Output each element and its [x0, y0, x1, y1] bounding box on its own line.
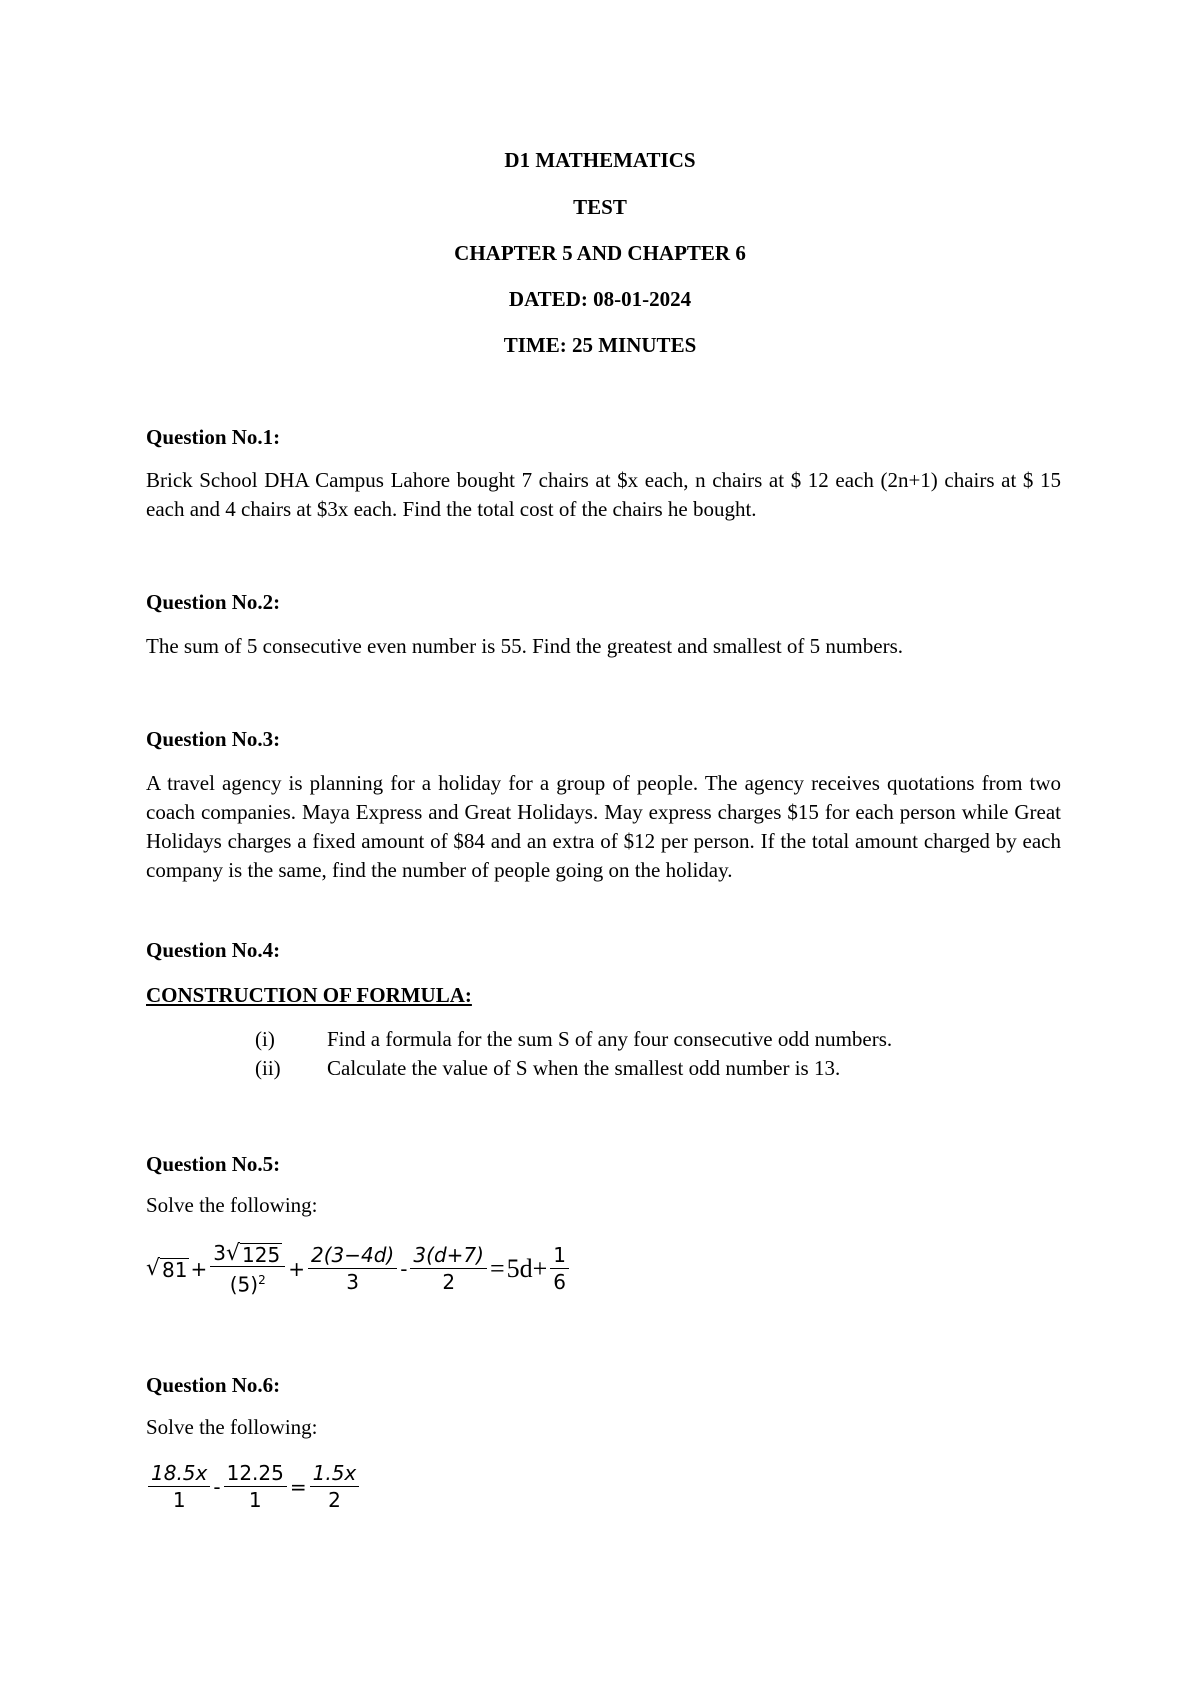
- question-1-title: Question No.1:: [146, 425, 281, 449]
- numerator: 3(d+7): [410, 1242, 487, 1269]
- question-2-title: Question No.2:: [146, 590, 281, 614]
- numerator: 1.5x: [310, 1460, 360, 1487]
- time-heading: TIME: 25 MINUTES: [503, 333, 697, 357]
- denominator: 1: [248, 1488, 262, 1512]
- question-5-instruction: Solve the following:: [146, 1193, 318, 1217]
- denominator: 6: [553, 1270, 567, 1295]
- question-5-equation: [146, 1240, 571, 1298]
- coefficient: 3: [213, 1241, 226, 1265]
- question-1-text: Brick School DHA Campus Lahore bought 7 chairs at $x each, n chairs at $ 12 each (2n+1) chairs at $ 15 each and 4 chairs at $3x each. Find the total cost of the chairs he bought.: [146, 468, 1061, 521]
- question-6-equation: [146, 1460, 361, 1513]
- question-3-title: Question No.3:: [146, 727, 281, 751]
- question-6-title: Question No.6:: [146, 1373, 281, 1397]
- right-hand-side: 5d+: [506, 1253, 548, 1283]
- question-4-item-2: [255, 1054, 840, 1083]
- numerator: 2(3−4d): [308, 1242, 397, 1269]
- subject-heading: D1 MATHEMATICS: [504, 148, 696, 172]
- base: (5): [229, 1272, 259, 1297]
- fraction: [148, 1460, 210, 1513]
- question-3-text: A travel agency is planning for a holiday for a group of people. The agency receives quotations from two coach companies. Maya Express and Great Holidays. May express charges $15 for each person while Great Holidays charges a fixed amount of $84 and an extra of $12 per person. If the total amount charged by each company is the same, find the number of people going on the holiday.: [146, 771, 1061, 882]
- numerator: 18.5x: [148, 1460, 210, 1487]
- numerator: 12.25: [224, 1460, 287, 1487]
- denominator: 1: [172, 1488, 186, 1512]
- minus-sign: -: [400, 1256, 408, 1281]
- fraction: [210, 1240, 285, 1298]
- question-6-instruction: Solve the following:: [146, 1415, 318, 1439]
- test-heading: TEST: [573, 195, 627, 219]
- denominator: [227, 1267, 269, 1298]
- fraction: [550, 1242, 569, 1295]
- denominator: 2: [328, 1488, 341, 1512]
- item-number: (i): [255, 1027, 275, 1051]
- item-text: Calculate the value of S when the smallest odd number is 13.: [327, 1056, 841, 1080]
- question-5-title: Question No.5:: [146, 1152, 281, 1176]
- fraction: [308, 1242, 397, 1295]
- chapter-heading: CHAPTER 5 AND CHAPTER 6: [454, 241, 746, 265]
- square-root: [146, 1257, 189, 1281]
- item-text: Find a formula for the sum S of any four consecutive odd numbers.: [327, 1027, 893, 1051]
- minus-sign: -: [213, 1474, 221, 1499]
- fraction: [310, 1460, 360, 1513]
- numerator: 1: [550, 1242, 569, 1269]
- equals-sign: =: [289, 1474, 307, 1499]
- item-number: (ii): [255, 1056, 281, 1080]
- plus-sign: +: [288, 1256, 305, 1281]
- question-4-subtitle: CONSTRUCTION OF FORMULA:: [146, 983, 472, 1007]
- square-root: [226, 1242, 282, 1266]
- radical-sign: √: [225, 1241, 241, 1266]
- radical-sign: √: [146, 1255, 161, 1281]
- fraction: [410, 1242, 487, 1295]
- equals-sign: =: [489, 1253, 505, 1283]
- radicand: 81: [162, 1257, 188, 1282]
- denominator: 2: [442, 1270, 456, 1295]
- question-4-item-1: [255, 1025, 892, 1054]
- exponent: 2: [258, 1273, 266, 1287]
- fraction: [224, 1460, 287, 1513]
- radicand: 125: [242, 1243, 281, 1267]
- question-4-title: Question No.4:: [146, 938, 281, 962]
- date-heading: DATED: 08-01-2024: [508, 287, 692, 311]
- numerator: [210, 1240, 285, 1267]
- question-2-text: The sum of 5 consecutive even number is 55. Find the greatest and smallest of 5 numbers.: [146, 634, 903, 658]
- plus-sign: +: [190, 1256, 208, 1281]
- denominator: 3: [346, 1270, 359, 1295]
